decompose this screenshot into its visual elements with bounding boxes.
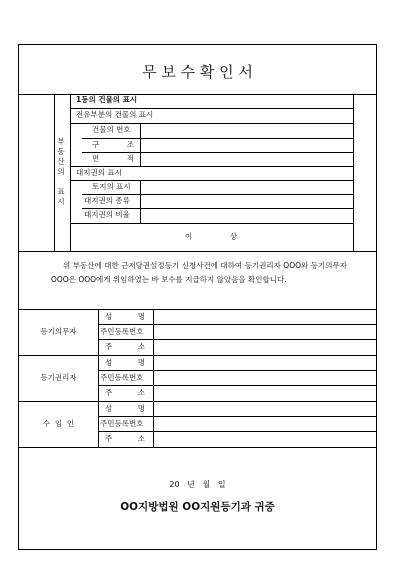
unit-header: 전유부분의 건물의 표시 (76, 110, 154, 119)
property-side-label: 부 동 산 의 표 시 (57, 137, 65, 206)
obligee-label: 등기권리자 (40, 373, 77, 382)
obligee-id-label: 주민등록번호 (100, 373, 144, 382)
land-right-type-label: 대지권의 종류 (84, 196, 130, 205)
agent-name-label: 성 명 (105, 404, 145, 413)
agent-id-label: 주민등록번호 (100, 419, 144, 428)
land-right-header: 대지권의 표시 (76, 168, 122, 177)
end-mark: 이 상 (185, 232, 237, 241)
land-right-ratio-label: 대지권의 비율 (84, 210, 130, 219)
document-title: 무 보 수 확 인 서 (142, 63, 253, 81)
building-header: 1동의 건물의 표시 (76, 95, 138, 104)
obligor-name-label: 성 명 (105, 312, 145, 321)
building-number-label: 건물의 번호 (92, 125, 131, 134)
obligee-name-label: 성 명 (105, 358, 145, 367)
land-display-label: 토지의 표시 (92, 182, 131, 191)
title-divider (19, 94, 376, 95)
structure-label: 구 조 (92, 140, 134, 149)
obligor-label: 등기의무자 (40, 327, 77, 336)
document-frame (18, 44, 377, 550)
agent-label: 수 임 인 (42, 419, 75, 428)
statement-text: 위 부동산에 대한 근저당권설정등기 신청사건에 대하여 등기권리자 OOO와 등기의무자 OOO은 OOO에게 위임하였는 바 보수를 지급하지 않았음을 확인합니다. (51, 261, 347, 284)
court-line: OO지방법원 OO지원등기과 귀중 (120, 501, 275, 513)
obligee-address-label: 주 소 (105, 388, 145, 397)
obligor-address-label: 주 소 (105, 342, 145, 351)
obligor-id-label: 주민등록번호 (100, 327, 144, 336)
agent-address-label: 주 소 (105, 434, 145, 443)
area-label: 면 적 (92, 154, 134, 163)
date-line: 20 년 월 일 (169, 480, 226, 489)
